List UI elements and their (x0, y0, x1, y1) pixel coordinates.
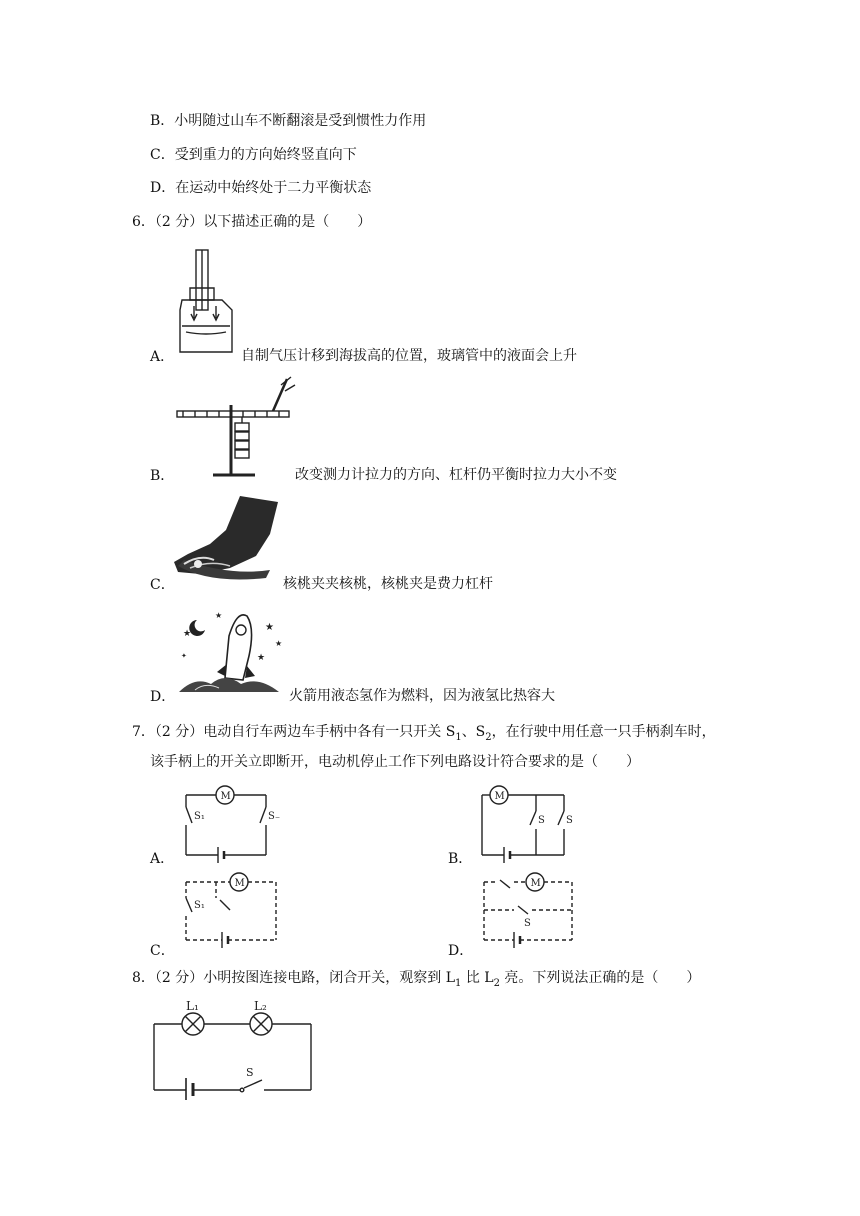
q5-option-d: D．在运动中始终处于二力平衡状态 (150, 180, 372, 196)
q8-stem-part: 8．（2 分）小明按图连接电路，闭合开关，观察到 L (132, 970, 456, 986)
circuit-d (478, 870, 578, 950)
q8-sub: 1 (455, 977, 462, 989)
q8-stem-part: 比 L (461, 970, 494, 986)
q7-option-d-letter: D． (448, 943, 474, 959)
svg-text:S₁: S₁ (194, 811, 205, 822)
q5-option-b: B．小明随过山车不断翻滚是受到惯性力作用 (150, 113, 427, 129)
q7-stem-part: 、S (461, 724, 486, 740)
q6-option-c-letter: C． (150, 577, 175, 593)
q6-option-a-letter: A． (150, 349, 175, 365)
lever-figure (175, 375, 295, 480)
q7-stem-part: ，在行驶中用任意一只手柄刹车时， (491, 724, 716, 740)
nutcracker-figure (170, 494, 282, 586)
q6-option-b-text: 改变测力计拉力的方向、杠杆仍平衡时拉力大小不变 (295, 467, 617, 483)
svg-text:★: ★ (257, 653, 266, 663)
svg-text:M: M (530, 878, 541, 889)
q7-option-a-letter: A． (150, 851, 175, 867)
svg-text:✦: ✦ (181, 652, 187, 660)
circuit-b (478, 783, 573, 863)
svg-text:S: S (524, 918, 531, 929)
motor-label: M (220, 791, 231, 802)
svg-text:S: S (566, 815, 573, 826)
svg-text:S₋: S₋ (268, 811, 281, 822)
q7-stem-line1 (132, 722, 716, 748)
q6-option-c-text: 核桃夹夹核桃，核桃夹是费力杠杆 (283, 576, 493, 592)
q7-option-c-letter: C． (150, 943, 175, 959)
lamp-1-label: L₁ (186, 999, 199, 1013)
switch-label: S (246, 1066, 254, 1079)
svg-text:★: ★ (215, 611, 223, 620)
svg-text:S₁: S₁ (194, 900, 205, 911)
circuit-c (180, 870, 280, 950)
q5-option-c: C．受到重力的方向始终竖直向下 (150, 147, 357, 163)
q7-sub: 1 (455, 731, 462, 743)
q6-option-d-letter: D． (150, 689, 176, 705)
q8-circuit (148, 996, 318, 1101)
q8-stem (132, 968, 700, 994)
q8-sub: 2 (493, 977, 500, 989)
q6-option-d-text: 火箭用液态氢作为燃料，因为液氢比热容大 (289, 688, 555, 704)
q6-option-a-text: 自制气压计移到海拔高的位置，玻璃管中的液面会上升 (241, 348, 577, 364)
barometer-figure (172, 248, 242, 358)
svg-text:★: ★ (183, 629, 192, 639)
q7-stem-line2: 该手柄上的开关立即断开，电动机停止工作下列电路设计符合要求的是（ ） (150, 754, 640, 770)
q7-option-b-letter: B． (448, 851, 473, 867)
q8-stem-part: 亮。下列说法正确的是（ ） (499, 970, 701, 986)
q6-stem: 6．（2 分）以下描述正确的是（ ） (132, 214, 372, 230)
q7-stem-part: 7．（2 分）电动自行车两边车手柄中各有一只开关 S (132, 724, 456, 740)
q7-sub: 2 (485, 731, 492, 743)
svg-text:S: S (538, 815, 545, 826)
svg-text:★: ★ (275, 639, 283, 648)
q6-option-b-letter: B． (150, 468, 175, 484)
rocket-figure (175, 606, 287, 696)
svg-text:★: ★ (265, 622, 274, 633)
lamp-2-label: L₂ (254, 999, 267, 1013)
svg-text:M: M (234, 878, 245, 889)
circuit-a (180, 783, 281, 863)
svg-text:M: M (494, 791, 505, 802)
